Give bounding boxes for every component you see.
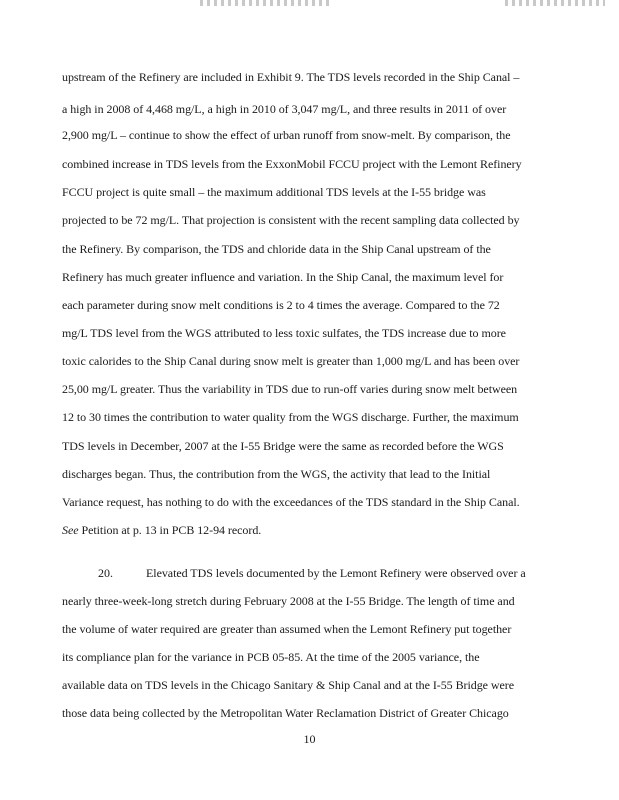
- text-line: available data on TDS levels in the Chicago Sanitary & Ship Canal and at the I-55 Bridge were: [62, 678, 515, 692]
- text-line: 12 to 30 times the contribution to water quality from the WGS discharge. Further, the maximum: [62, 410, 519, 424]
- text-line: its compliance plan for the variance in PCB 05-85. At the time of the 2005 variance, the: [62, 650, 480, 664]
- text-line: mg/L TDS level from the WGS attributed to less toxic sulfates, the TDS increase due to more: [62, 326, 506, 340]
- text-line: Variance request, has nothing to do with the exceedances of the TDS standard in the Ship Canal.: [62, 495, 520, 509]
- citation-line: [62, 523, 261, 537]
- text-line: the volume of water required are greater than assumed when the Lemont Refinery put together: [62, 622, 512, 636]
- text-line: nearly three-week-long stretch during February 2008 at the I-55 Bridge. The length of time and: [62, 594, 515, 608]
- text-line: each parameter during snow melt conditions is 2 to 4 times the average. Compared to the 72: [62, 298, 500, 312]
- citation-signal: See: [62, 523, 79, 537]
- header-scan-mark-left: [200, 0, 330, 6]
- header-scan-mark-right: [505, 0, 605, 6]
- text-line: combined increase in TDS levels from the ExxonMobil FCCU project with the Lemont Refinery: [62, 157, 522, 171]
- text-line: Elevated TDS levels documented by the Lemont Refinery were observed over a: [146, 566, 526, 580]
- text-line: a high in 2008 of 4,468 mg/L, a high in 2010 of 3,047 mg/L, and three results in 2011 of over: [62, 102, 507, 116]
- text-line: the Refinery. By comparison, the TDS and chloride data in the Ship Canal upstream of the: [62, 242, 491, 256]
- text-line: 2,900 mg/L – continue to show the effect of urban runoff from snow-melt. By comparison, the: [62, 128, 511, 142]
- text-line: projected to be 72 mg/L. That projection is consistent with the recent sampling data collected by: [62, 213, 520, 227]
- text-line: TDS levels in December, 2007 at the I-55 Bridge were the same as recorded before the WGS: [62, 439, 504, 453]
- citation-text: Petition at p. 13 in PCB 12-94 record.: [78, 523, 262, 537]
- text-line: toxic calorides to the Ship Canal during snow melt is greater than 1,000 mg/L and has been over: [62, 354, 520, 368]
- page-number: 10: [303, 732, 316, 746]
- text-line: those data being collected by the Metropolitan Water Reclamation District of Greater Chicago: [62, 706, 509, 720]
- text-line: 25,00 mg/L greater. Thus the variability in TDS due to run-off varies during snow melt between: [62, 382, 518, 396]
- text-line: discharges began. Thus, the contribution from the WGS, the activity that lead to the Initial: [62, 467, 491, 481]
- paragraph-number: 20.: [98, 566, 113, 580]
- text-line: FCCU project is quite small – the maximum additional TDS levels at the I-55 bridge was: [62, 185, 486, 199]
- text-line: upstream of the Refinery are included in Exhibit 9. The TDS levels recorded in the Ship Canal –: [62, 70, 520, 84]
- text-line: Refinery has much greater influence and variation. In the Ship Canal, the maximum level for: [62, 270, 504, 284]
